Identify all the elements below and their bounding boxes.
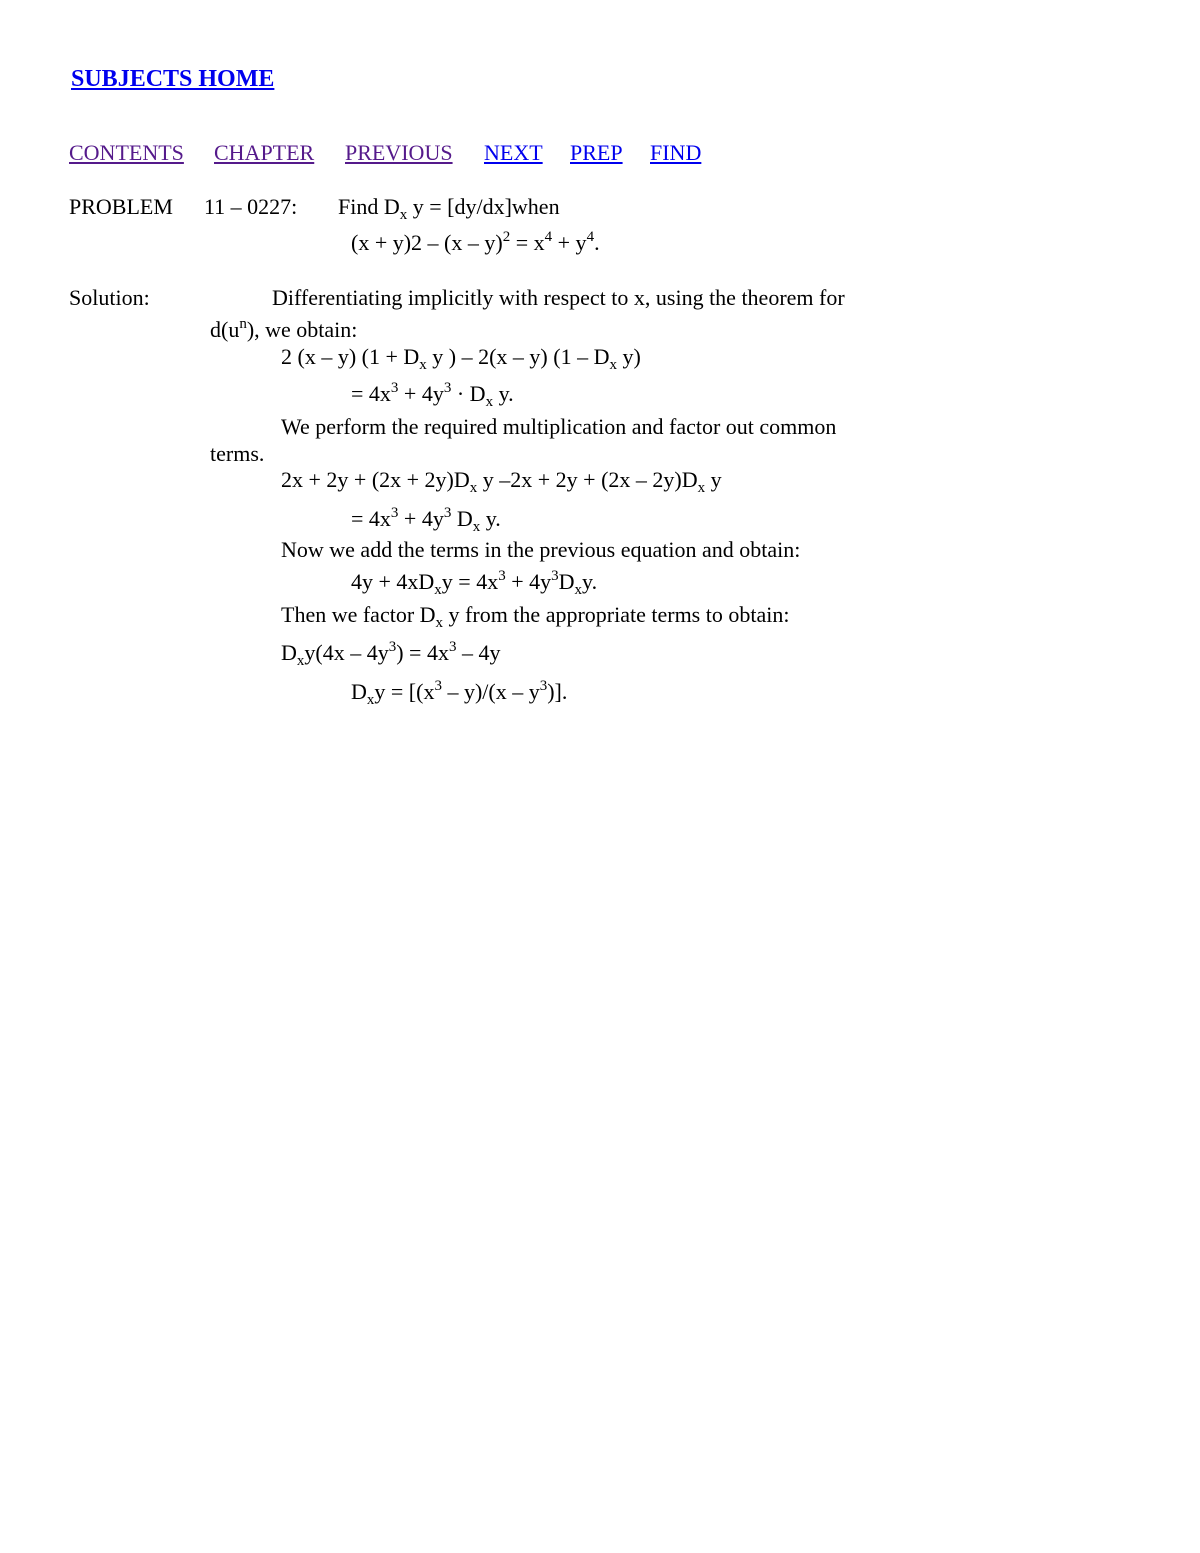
equation-7: $D_xy = [(x^3 - y)/(x - y^3)]$. [351, 678, 568, 708]
solution-text-2-cont: terms. [210, 441, 265, 466]
problem-equation: $(x + y)2 - (x - y)^2 = x^4 + y^4$. [351, 229, 600, 255]
equation-3: $2x + 2y + (2x + 2y)D_x$ y $-2x + 2y + (2x - 2y)D_x$ y [281, 467, 722, 496]
equation-6: $D_xy(4x - 4y^3) = 4x^3 - 4y$ [281, 639, 501, 669]
problem-statement: Find $D_x$ y = [dy/dx]when [338, 194, 560, 223]
solution-text-2: We perform the required multiplication and factor out common [281, 414, 837, 439]
nav-previous-link[interactable]: PREVIOUS [345, 140, 453, 165]
equation-1: 2 (x – y) ($1 + D_x$ y ) – 2(x – y) ($1 - D_x$ y) [281, 344, 641, 373]
nav-next-link[interactable]: NEXT [484, 140, 543, 165]
solution-text-3: Now we add the terms in the previous equation and obtain: [281, 537, 801, 562]
nav-chapter-link[interactable]: CHAPTER [214, 140, 315, 165]
solution-intro: Differentiating implicitly with respect to x, using the theorem for [272, 285, 845, 310]
problem-label: PROBLEM [69, 194, 173, 219]
solution-intro-cont: $d(u^n)$, we obtain: [210, 316, 358, 342]
equation-5: $4y + 4xD_xy = 4x^3 + 4y^3D_xy$. [351, 568, 598, 598]
solution-text-4: Then we factor $D_x$ y from the appropriate terms to obtain: [281, 602, 790, 631]
equation-4: = $4x^3 + 4y^3$ $D_x$ y. [351, 505, 501, 535]
nav-contents-link[interactable]: CONTENTS [69, 140, 184, 165]
subjects-home-link[interactable]: SUBJECTS HOME [71, 66, 275, 92]
nav-find-link[interactable]: FIND [650, 140, 702, 165]
problem-number: 11 – 0227: [204, 194, 298, 219]
equation-2: = $4x^3 + 4y^3 \cdot D_x$ y. [351, 380, 514, 410]
solution-label: Solution: [69, 285, 150, 310]
nav-prep-link[interactable]: PREP [570, 140, 623, 165]
